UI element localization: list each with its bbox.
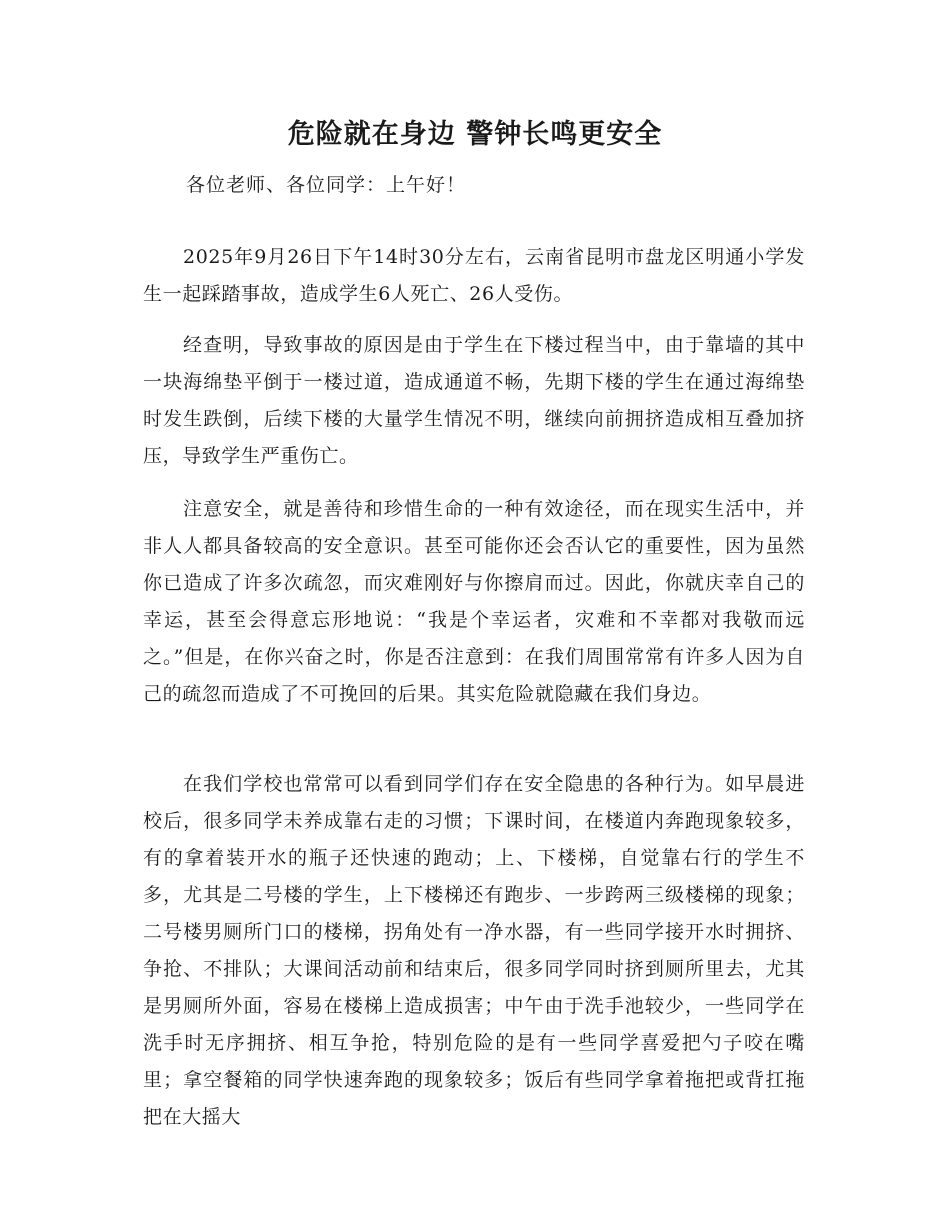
paragraph-incident: 2025年9月26日下午14时30分左右，云南省昆明市盘龙区明通小学发生一起踩踏事故，造成学生6人死亡、26人受伤。 [143,246,805,305]
paragraph-school-hazards: 在我们学校也常常可以看到同学们存在安全隐患的各种行为。如早晨进校后，很多同学未养成靠右走的习惯；下课时间，在楼道内奔跑现象较多，有的拿着装开水的瓶子还快速的跑动；上、下楼梯，自觉靠右行的学生不多，尤其是二号楼的学生，上下楼梯还有跑步、一步跨两三级楼梯的现象；二号楼男厕所门口的楼梯，拐角处有一净水器，有一些同学接开水时拥挤、争抢、不排队；大课间活动前和结束后，很多同学同时挤到厕所里去，尤其是男厕所外面，容易在楼梯上造成损害；中午由于洗手池较少，一些同学在洗手时无序拥挤、相互争抢，特别危险的是有一些同学喜爱把勺子咬在嘴里；拿空餐箱的同学快速奔跑的现象较多；饭后有些同学拿着拖把或背扛拖把在大摇大 [143,773,805,1128]
greeting-line: 各位老师、各位同学：上午好！ [186,174,467,196]
paragraph-safety-awareness: 注意安全，就是善待和珍惜生命的一种有效途径，而在现实生活中，并非人人都具备较高的安全意识。甚至可能你还会否认它的重要性，因为虽然你已造成了许多次疏忽，而灾难刚好与你擦肩而过。因此，你就庆幸自己的幸运，甚至会得意忘形地说：“我是个幸运者，灾难和不幸都对我敬而远之。”但是，在你兴奋之时，你是否注意到：在我们周围常常有许多人因为自己的疏忽而造成了不可挽回的后果。其实危险就隐藏在我们身边。 [143,498,805,705]
paragraph-cause: 经查明，导致事故的原因是由于学生在下楼过程当中，由于靠墙的其中一块海绵垫平倒于一楼过道，造成通道不畅，先期下楼的学生在通过海绵垫时发生跌倒，后续下楼的大量学生情况不明，继续向前拥挤造成相互叠加挤压，导致学生严重伤亡。 [143,334,805,467]
document-title: 危险就在身边 警钟长鸣更安全 [287,119,663,150]
